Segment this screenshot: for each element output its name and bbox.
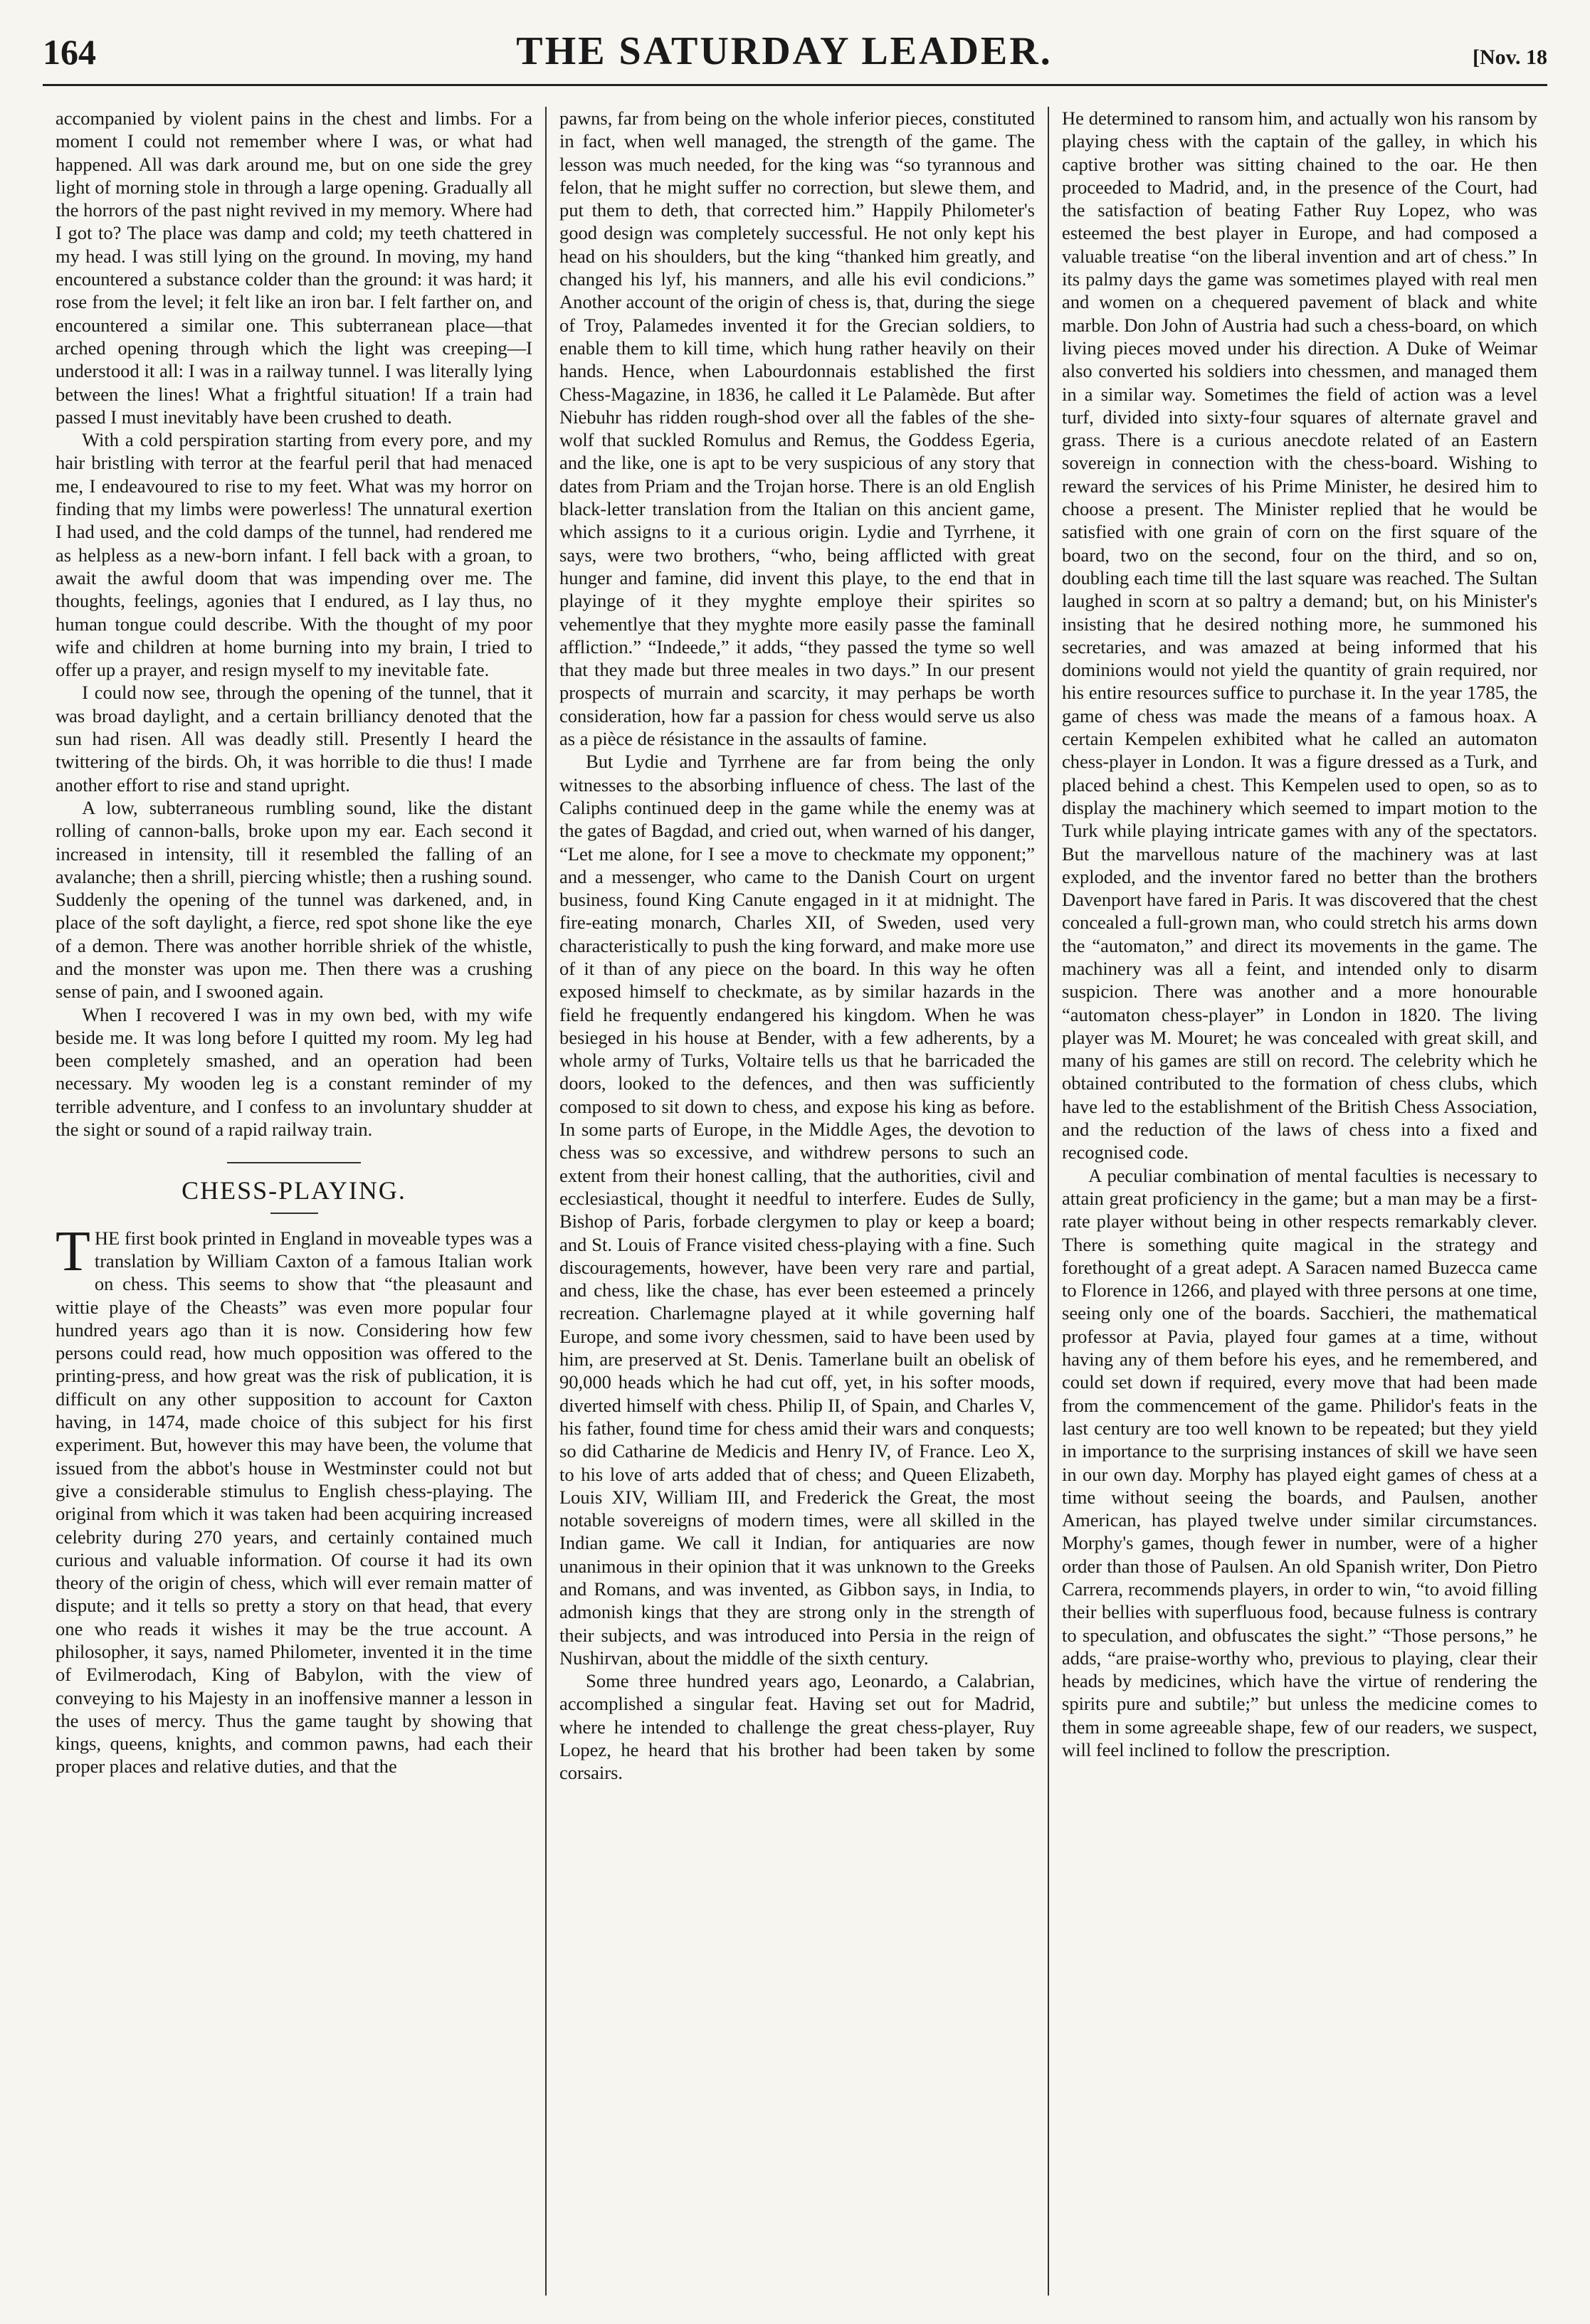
paragraph: A low, subterraneous rumbling sound, like the distant rolling of cannon-balls, broke upon my ear. Each second it increased in intensity, till it resembled the falling of an avalanche; then a shrill, piercing whistle; then a rushing sound. Suddenly the opening of the tunnel was darkened, and, in place of the soft daylight, a fierce, red spot shone like the eye of a demon. There was another horrible shriek of the whistle, and the monster was upon me. Then there was a crushing sense of pain, and I swooned again. <box>56 796 532 1003</box>
section-title: CHESS-PLAYING. <box>181 1176 406 1205</box>
article-columns <box>43 107 1550 2296</box>
issue-date: [Nov. 18 <box>1472 46 1547 69</box>
column-2 <box>545 107 1048 2296</box>
column-3 <box>1048 107 1550 2296</box>
paragraph: pawns, far from being on the whole inferior pieces, constituted in fact, when well managed, the strength of the game. The lesson was much needed, for the king was “so tyrannous and felon, that he might suffer no correction, but slewe them, and put them to deth, that corrected him.” Happily Philometer's good design was completely successful. He not only kept his head on his shoulders, but the king “thanked him greatly, and changed his lyf, his manners, and alle his evil condicions.” Another account of the origin of chess is, that, during the siege of Troy, Palamedes invented it for the Grecian soldiers, to enable them to kill time, which hung rather heavily on their hands. Hence, when Labourdonnais established the first Chess-Magazine, in 1836, he called it Le Palamède. But after Niebuhr has ridden rough-shod over all the fables of the she-wolf that suckled Romulus and Remus, the Goddess Egeria, and the like, one is apt to be very suspicious of any story that dates from Priam and the Trojan horse. There is an old English black-letter translation from the Italian on this ancient game, which assigns to it a curious origin. Lydie and Tyrrhene, it says, were two brothers, “who, being afflicted with great hunger and famine, did invent this playe, to the end that in playinge of it they myghte employe their spirites so vehementlye that they myghte more easily passe the faminall affliction.” “Indeede,” it adds, “they passed the tyme so well that they made but three meales in two days.” In our present prospects of murrain and scarcity, it may perhaps be worth consideration, how far a passion for chess would serve us also as a pièce de résistance in the assaults of famine. <box>559 107 1035 750</box>
paragraph: With a cold perspiration starting from every pore, and my hair bristling with terror at the fearful peril that had menaced me, I endeavoured to rise to my feet. What was my horror on finding that my limbs were powerless! The unnatural exertion I had used, and the cold damps of the tunnel, had rendered me as helpless as a new-born infant. I fell back with a groan, to await the awful doom that was impending over me. The thoughts, feelings, agonies that I endured, as I lay thus, no human tongue could describe. With the thought of my poor wife and children at home burning into my brain, I tried to offer up a prayer, and resign myself to my inevitable fate. <box>56 429 532 681</box>
section-paragraph <box>56 1220 532 1778</box>
paragraph: Some three hundred years ago, Leonardo, a Calabrian, accomplished a singular feat. Having set out for Madrid, where he intended to challenge the great chess-player, Ruy Lopez, he heard that his brother had been taken by some corsairs. <box>559 1670 1035 1784</box>
paragraph: He determined to ransom him, and actually won his ransom by playing chess with the captain of the galley, in which his captive brother was sitting chained to the oar. He then proceeded to Madrid, and, in the presence of the Court, had the satisfaction of beating Father Ruy Lopez, who was esteemed the best player in Europe, and had composed a valuable treatise “on the liberal invention and art of chess.” In its palmy days the game was sometimes played with real men and women on a chequered pavement of black and white marble. Don John of Austria had such a chess-board, on which living pieces moved under his direction. A Duke of Weimar also converted his soldiers into chessmen, and managed them in a similar way. Sometimes the field of action was a level turf, divided into sixty-four squares of alternate gravel and grass. There is a curious anecdote related of an Eastern sovereign in connection with the chess-board. Wishing to reward the services of his Prime Minister, he desired him to choose a present. The Minister replied that he would be satisfied with one grain of corn on the first square of the board, two on the second, four on the third, and so on, doubling each time till the last square was reached. The Sultan laughed in scorn at so paltry a demand; but, on his Minister's insisting that he desired nothing more, he summoned his secretaries, and was amazed at being informed that his dominions would not yield the quantity of grain required, nor his entire resources suffice to purchase it. In the year 1785, the game of chess was made the means of a famous hoax. A certain Kempelen exhibited what he called an automaton chess-player in London. It was a figure dressed as a Turk, and placed behind a chest. This Kempelen used to open, so as to display the machinery which seemed to impart motion to the Turk while playing intricate games with any of the spectators. But the marvellous nature of the machinery was at last exploded, and the inventor fared no better than the brothers Davenport have fared in Paris. It was discovered that the chest concealed a full-grown man, who could stretch his arms down the “automaton,” and direct its movements in the game. The machinery was all a feint, and intended only to disarm suspicion. There was another and a more honourable “automaton chess-player” in London in 1820. The living player was M. Mouret; he was concealed with great skill, and many of his games are still on record. The celebrity which he obtained contributed to the formation of chess clubs, which have led to the establishment of the British Chess Association, and the reduction of the laws of chess into a fixed and recognised code. <box>1062 107 1537 1163</box>
section-divider <box>227 1162 361 1163</box>
title-underline <box>270 1213 318 1214</box>
paragraph: A peculiar combination of mental faculties is necessary to attain great proficiency in the game; but a man may be a first-rate player without being in other respects remarkably clever. There is something quite magical in the strategy and forethought of a great adept. A Saracen named Buzecca came to Florence in 1266, and played with three persons at one time, seeing only one of the boards. Sacchieri, the mathematical professor at Pavia, played four games at a time, without having any of them before his eyes, and he remembered, and could set down if required, every move that had been made from the commencement of the game. Philidor's feats in the last century are too well known to be repeated; but they yield in importance to the surprising instances of skill we have seen in our own day. Morphy has played eight games of chess at a time without seeing the boards, and Paulsen, another American, has played twelve under similar circumstances. Morphy's games, though fewer in number, were of a higher order than those of Paulsen. An old Spanish writer, Don Pietro Carrera, recommends players, in order to win, “to avoid filling their bellies with superfluous food, because fulness is contrary to speculation, and obfuscates the sight.” “Those persons,” he adds, “are praise-worthy who, previous to playing, clear their heads by medicines, which have the virtue of rendering the spirits pure and subtile;” but unless the medicine comes to them in some agreeable shape, few of our readers, we suspect, will feel inclined to follow the prescription. <box>1062 1164 1537 1761</box>
drop-cap: T <box>56 1220 90 1283</box>
paragraph: But Lydie and Tyrrhene are far from being the only witnesses to the absorbing influence of chess. The last of the Caliphs continued deep in the game while the enemy was at the gates of Bagdad, and cried out, when warned of his danger, “Let me alone, for I see a move to checkmate my opponent;” and a messenger, who came to the Danish Court on urgent business, found King Canute engaged in it at midnight. The fire-eating monarch, Charles XII, of Sweden, used very characteristically to push the king forward, and make more use of it than of any piece on the board. In this way he often exposed himself to checkmate, as by similar hazards in the field he frequently endangered his kingdom. When he was besieged in his house at Bender, with a few adherents, by a whole army of Turks, Voltaire tells us that he barricaded the doors, looked to the defences, and then was sufficiently composed to sit down to chess, and expose his king as before. In some parts of Europe, in the Middle Ages, the devotion to chess was so excessive, and withdrew persons to such an extent from their honest calling, that the authorities, civil and ecclesiastical, thought it needful to interfere. Eudes de Sully, Bishop of Paris, forbade clergymen to play or keep a board; and St. Louis of France visited chess-playing with a fine. Such discouragements, however, have been very rare and partial, and chess, like the chase, has ever been esteemed a princely recreation. Charlemagne played at it while governing half Europe, and some ivory chessmen, said to have been used by him, are preserved at St. Denis. Tamerlane built an obelisk of 90,000 heads which he had cut off, yet, in his softer moods, diverted himself with chess. Philip II, of Spain, and Charles V, his father, found time for chess amid their wars and conquests; so did Catharine de Medicis and Henry IV, of France. Leo X, to his love of arts added that of chess; and Queen Elizabeth, Louis XIV, William III, and Frederick the Great, the most notable sovereigns of modern times, were all skilled in the Indian game. We call it Indian, for antiquaries are now unanimous in their opinion that it was unknown to the Greeks and Romans, and was invented, as Gibbon says, in India, to admonish kings that they are strong only in the strength of their subjects, and was introduced into Persia in the reign of Nushirvan, about the middle of the sixth century. <box>559 751 1035 1669</box>
paragraph: When I recovered I was in my own bed, with my wife beside me. It was long before I quitted my room. My leg had been completely smashed, and an operation had been necessary. My wooden leg is a constant reminder of my terrible adventure, and I confess to an involuntary shudder at the sight or sound of a rapid railway train. <box>56 1003 532 1141</box>
masthead-title: THE SATURDAY LEADER. <box>516 29 1053 73</box>
page-header <box>43 28 1547 86</box>
paragraph: accompanied by violent pains in the chest and limbs. For a moment I could not remember where I was, or what had happened. All was dark around me, but on one side the grey light of morning stole in through a large opening. Gradually all the horrors of the past night revived in my memory. Where had I got to? The place was damp and cold; my teeth chattered in my head. I was still lying on the ground. In moving, my hand encountered a substance colder than the ground: it was hard; it rose from the level; it felt like an iron bar. I felt farther on, and encountered a similar one. This subterranean place—that arched opening through which the light was creeping—I understood it all: I was in a railway tunnel. I was literally lying between the lines! What a frightful situation! If a train had passed I must inevitably have been crushed to death. <box>56 107 532 428</box>
column-1 <box>43 107 545 2296</box>
paragraph: I could now see, through the opening of the tunnel, that it was broad daylight, and a certain brilliancy denoted that the sun had risen. All was deadly still. Presently I heard the twittering of the birds. Oh, it was horrible to die thus! I made another effort to rise and stand upright. <box>56 682 532 796</box>
section-paragraph-text: HE first book printed in England in moveable types was a translation by William Caxton of a famous Italian work on chess. This seems to show that “the pleasaunt and wittie playe of the Cheasts” was even more popular four hundred years ago than it is now. Considering how few persons could read, how much opposition was offered to the printing-press, and how great was the risk of publication, it is difficult on any other supposition to account for Caxton having, in 1474, made choice of this subject for his first experiment. But, however this may have been, the volume that issued from the abbot's house in Westminster could not but give a considerable stimulus to English chess-playing. The original from which it was taken had been acquiring increased celebrity during 270 years, and certainly contained much curious and valuable information. Of course it had its own theory of the origin of chess, which will ever remain matter of dispute; and it tells so pretty a story on that head, that every one who reads it wishes it may be the true account. A philosopher, it says, named Philometer, invented it in the time of Evilmerodach, King of Babylon, with the view of conveying to his Majesty in an inoffensive manner a lesson in the uses of mercy. Thus the game taught by showing that kings, queens, knights, and common pawns, had each their proper places and relative duties, and that the <box>56 1227 532 1778</box>
page-number: 164 <box>43 32 96 72</box>
